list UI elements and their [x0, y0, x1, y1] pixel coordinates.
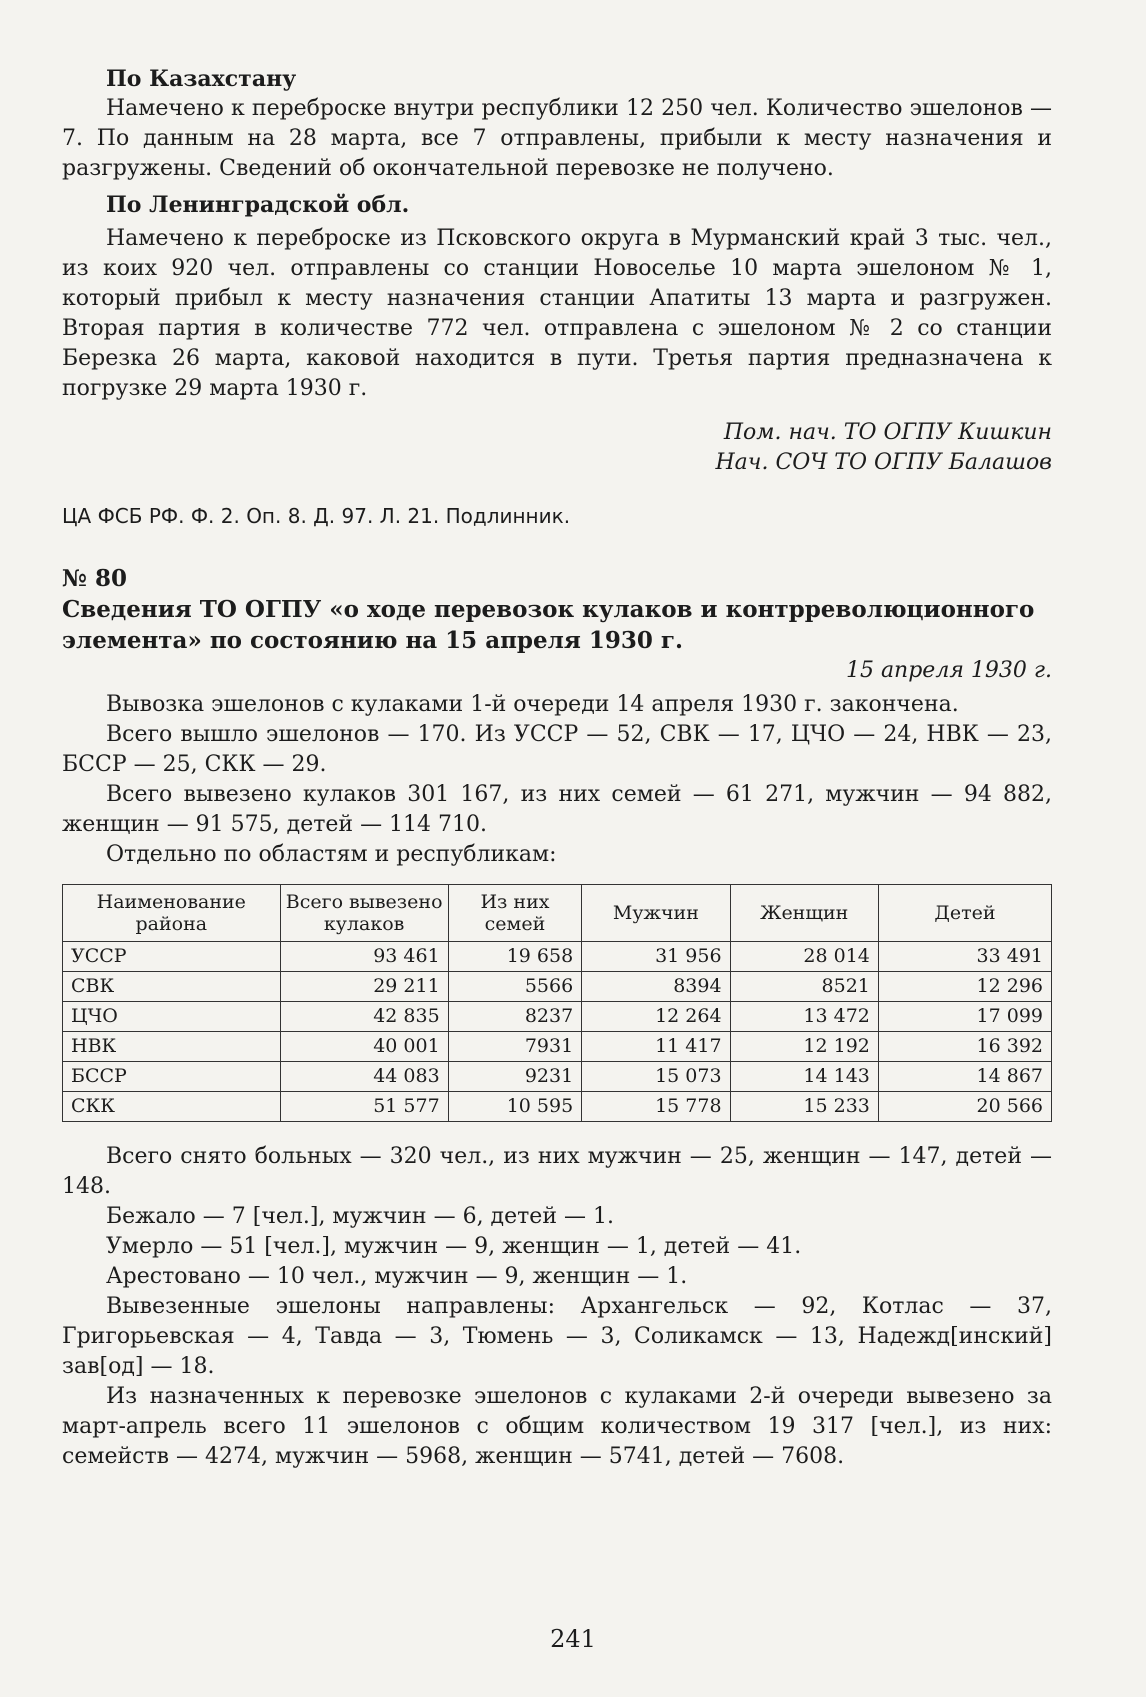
column-header: Из них семей [448, 885, 582, 942]
archive-source: ЦА ФСБ РФ. Ф. 2. Оп. 8. Д. 97. Л. 21. Подлинник. [62, 504, 571, 528]
table-cell: 19 658 [448, 942, 582, 972]
table-row [63, 1092, 1052, 1122]
table-cell: 28 014 [730, 942, 878, 972]
table-row [63, 972, 1052, 1002]
signatures [62, 418, 1052, 478]
signature-line: Нач. СОЧ ТО ОГПУ Балашов [715, 450, 1052, 475]
column-header: Детей [878, 885, 1051, 942]
paragraph: Всего вышло эшелонов — 170. Из УССР — 52, СВК — 17, ЦЧО — 24, НВК — 23, БССР — 25, СКК — 29. [62, 722, 1052, 777]
table-cell: НВК [63, 1032, 281, 1062]
table-cell: СВК [63, 972, 281, 1002]
column-header: Всего вывезено кулаков [280, 885, 448, 942]
paragraph: Вывезенные эшелоны направлены: Архангельск — 92, Котлас — 37, Григорьевская — 4, Тавда — 3, Тюмень — 3, Соликамск — 13, Надежд[инский] зав[од] — 18. [62, 1294, 1052, 1379]
table-cell: 29 211 [280, 972, 448, 1002]
document-title: Сведения ТО ОГПУ «о ходе перевозок кулаков и контрреволюционного элемента» по состоянию на 15 апреля 1930 г. [62, 596, 1035, 654]
table-cell: 20 566 [878, 1092, 1051, 1122]
table-cell: СКК [63, 1092, 281, 1122]
table-cell: 15 073 [582, 1062, 730, 1092]
table-cell: УССР [63, 942, 281, 972]
table-cell: ЦЧО [63, 1002, 281, 1032]
column-header: Женщин [730, 885, 878, 942]
paragraph: Бежало — 7 [чел.], мужчин — 6, детей — 1. [106, 1204, 614, 1229]
table-row [63, 1002, 1052, 1032]
document-number: № 80 [62, 565, 128, 592]
paragraph: Отдельно по областям и республикам: [106, 842, 557, 867]
table-cell: 31 956 [582, 942, 730, 972]
table-cell: 5566 [448, 972, 582, 1002]
table-cell: 9231 [448, 1062, 582, 1092]
table-cell: 10 595 [448, 1092, 582, 1122]
table-cell: 16 392 [878, 1032, 1051, 1062]
section-heading-leningrad: По Ленинградской обл. [106, 192, 410, 218]
table-cell: 11 417 [582, 1032, 730, 1062]
column-header: Наименование района [63, 885, 281, 942]
table-cell: 14 867 [878, 1062, 1051, 1092]
table-cell: 12 192 [730, 1032, 878, 1062]
table-cell: 12 264 [582, 1002, 730, 1032]
table-cell: БССР [63, 1062, 281, 1092]
paragraph: Из назначенных к перевозке эшелонов с кулаками 2-й очереди вывезено за март-апрель всего 11 эшелонов с общим количеством 19 317 [чел.], из них: семейств — 4274, мужчин — 5968, женщин — 5741, детей — 7608. [62, 1384, 1052, 1469]
table-cell: 8237 [448, 1002, 582, 1032]
signature-line: Пом. нач. ТО ОГПУ Кишкин [723, 420, 1052, 445]
table-cell: 8394 [582, 972, 730, 1002]
table-cell: 17 099 [878, 1002, 1051, 1032]
table-header-row [63, 885, 1052, 942]
table-cell: 14 143 [730, 1062, 878, 1092]
column-header: Мужчин [582, 885, 730, 942]
table-row [63, 1032, 1052, 1062]
table-cell: 15 778 [582, 1092, 730, 1122]
paragraph: Умерло — 51 [чел.], мужчин — 9, женщин — 1, детей — 41. [106, 1234, 802, 1259]
table-cell: 12 296 [878, 972, 1051, 1002]
table-cell: 15 233 [730, 1092, 878, 1122]
table-cell: 8521 [730, 972, 878, 1002]
table-cell: 13 472 [730, 1002, 878, 1032]
table-row [63, 942, 1052, 972]
table-cell: 42 835 [280, 1002, 448, 1032]
table-cell: 93 461 [280, 942, 448, 972]
paragraph-kazakhstan: Намечено к переброске внутри республики 12 250 чел. Количество эшелонов — 7. По данным на 28 марта, все 7 отправлены, прибыли к месту назначения и разгружены. Сведений об окончательной перевозке не получено. [62, 96, 1052, 181]
table-cell: 7931 [448, 1032, 582, 1062]
section-heading-kazakhstan: По Казахстану [106, 66, 297, 92]
deportation-table [62, 884, 1052, 1122]
table-row [63, 1062, 1052, 1092]
table-cell: 44 083 [280, 1062, 448, 1092]
paragraph-leningrad: Намечено к переброске из Псковского округа в Мурманский край 3 тыс. чел., из коих 920 чел. отправлены со станции Новоселье 10 марта эшелоном № 1, который прибыл к месту назначения станции Апатиты 13 марта и разгружен. Вторая партия в количестве 772 чел. отправлена с эшелоном № 2 со станции Березка 26 марта, каковой находится в пути. Третья партия предназначена к погрузке 29 марта 1930 г. [62, 226, 1052, 401]
table-cell: 33 491 [878, 942, 1051, 972]
table-cell: 40 001 [280, 1032, 448, 1062]
document-date: 15 апреля 1930 г. [845, 658, 1052, 683]
page-number: 241 [550, 1625, 596, 1653]
paragraph: Всего снято больных — 320 чел., из них мужчин — 25, женщин — 147, детей — 148. [62, 1144, 1052, 1199]
paragraph: Всего вывезено кулаков 301 167, из них семей — 61 271, мужчин — 94 882, женщин — 91 575, детей — 114 710. [62, 782, 1052, 837]
page-body [62, 64, 1052, 1472]
paragraph: Арестовано — 10 чел., мужчин — 9, женщин — 1. [106, 1264, 688, 1289]
table-cell: 51 577 [280, 1092, 448, 1122]
paragraph: Вывозка эшелонов с кулаками 1-й очереди 14 апреля 1930 г. закончена. [106, 692, 959, 717]
